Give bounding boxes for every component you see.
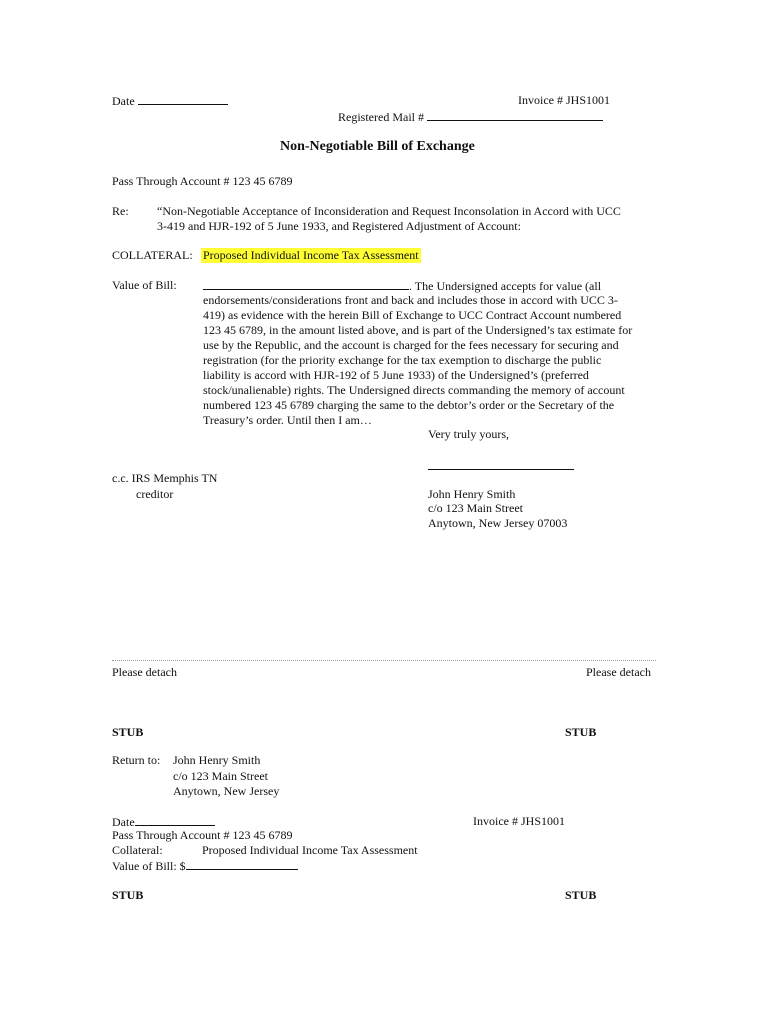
detach-label-left: Please detach <box>112 665 177 679</box>
signer-city: Anytown, New Jersey 07003 <box>428 516 568 530</box>
document-title: Non-Negotiable Bill of Exchange <box>280 139 475 154</box>
registered-mail-blank[interactable] <box>427 109 603 121</box>
value-text-line: 419) as evidence with the herein Bill of Exchange to UCC Contract Account numbered <box>203 308 622 322</box>
date-label: Date <box>112 94 135 108</box>
cc-creditor: creditor <box>136 487 174 501</box>
signer-name: John Henry Smith <box>428 487 516 501</box>
return-to-street: c/o 123 Main Street <box>173 769 268 783</box>
date-blank[interactable] <box>138 93 228 105</box>
stub-heading-left: STUB <box>112 725 144 739</box>
detach-label-right: Please detach <box>586 665 651 679</box>
re-line-2: 3-419 and HJR-192 of 5 June 1933, and Registered Adjustment of Account: <box>157 219 521 233</box>
value-text-line: Treasury’s order. Until then I am… <box>203 413 372 427</box>
return-to-label: Return to: <box>112 753 161 767</box>
value-of-bill-first-line <box>203 278 601 294</box>
pass-through-account: Pass Through Account # 123 45 6789 <box>112 174 293 188</box>
collateral-label: COLLATERAL: <box>112 248 193 262</box>
stub-collateral-label: Collateral: <box>112 843 163 857</box>
stub-pass-through-account: Pass Through Account # 123 45 6789 <box>112 828 293 842</box>
signature-line[interactable] <box>428 458 574 470</box>
stub-heading-right: STUB <box>565 725 597 739</box>
invoice-number: Invoice # JHS1001 <box>518 93 610 107</box>
stub-value-blank[interactable] <box>186 858 298 870</box>
stub-value-line <box>112 858 298 874</box>
value-text-line: stock/unalienable) rights. The Undersigned directs commanding the memory of account <box>203 383 625 397</box>
value-text-line: use by the Republic, and the account is charged for the fees necessary for securing and <box>203 338 619 352</box>
date-line <box>112 93 228 109</box>
registered-mail-line <box>338 109 603 125</box>
stub-invoice-number: Invoice # JHS1001 <box>473 814 565 828</box>
return-to-name: John Henry Smith <box>173 753 261 767</box>
stub-value-label: Value of Bill: $ <box>112 859 186 873</box>
value-text-line: endorsements/considerations front and back and includes those in accord with UCC 3- <box>203 293 618 307</box>
value-text-line: 123 45 6789, in the amount listed above, and is part of the Undersigned’s tax estimate for <box>203 323 633 337</box>
value-text-line: . The Undersigned accepts for value (all <box>409 279 602 293</box>
cc-line: c.c. IRS Memphis TN <box>112 471 218 485</box>
stub-footer-right: STUB <box>565 888 597 902</box>
collateral-value: Proposed Individual Income Tax Assessment <box>203 248 419 262</box>
re-label: Re: <box>112 204 129 218</box>
value-text-line: registration (for the priority exchange for the tax exemption to discharge the public <box>203 353 602 367</box>
registered-mail-label: Registered Mail # <box>338 110 424 124</box>
stub-footer-left: STUB <box>112 888 144 902</box>
value-of-bill-label: Value of Bill: <box>112 278 177 292</box>
stub-date-label: Date <box>112 815 135 829</box>
detach-separator <box>112 660 656 661</box>
stub-date-blank[interactable] <box>135 814 215 826</box>
stub-collateral-value: Proposed Individual Income Tax Assessment <box>202 843 418 857</box>
return-to-city: Anytown, New Jersey <box>173 784 280 798</box>
value-text-line: liability is accord with HJR-192 of 5 June 1933) of the Undersigned’s (preferred <box>203 368 589 382</box>
re-line-1: “Non-Negotiable Acceptance of Inconsideration and Request Inconsolation in Accord with UCC <box>157 204 621 218</box>
signer-street: c/o 123 Main Street <box>428 501 523 515</box>
value-text-line: numbered 123 45 6789 charging the same to the debtor’s order or the Secretary of the <box>203 398 615 412</box>
closing-salutation: Very truly yours, <box>428 427 509 441</box>
value-of-bill-blank[interactable] <box>203 278 409 290</box>
